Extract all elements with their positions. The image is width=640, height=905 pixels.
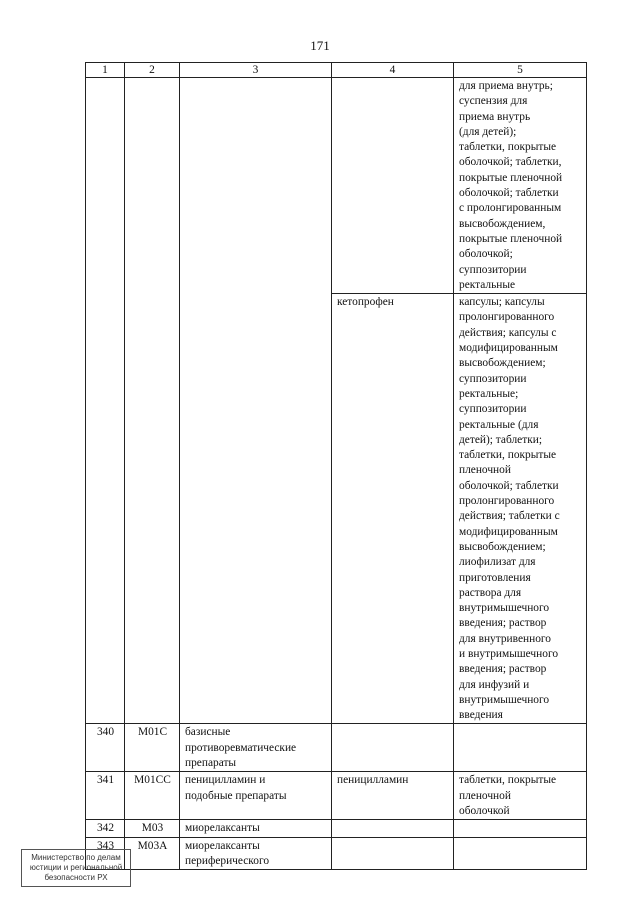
row-number: 340 bbox=[86, 724, 125, 772]
drug-name: кетопрофен bbox=[332, 294, 454, 724]
header-row bbox=[86, 63, 587, 78]
col-header-4: 4 bbox=[332, 63, 454, 78]
stamp-line: безопасности РХ bbox=[44, 873, 108, 882]
col-header-5: 5 bbox=[454, 63, 587, 78]
table-row bbox=[86, 78, 587, 294]
col-header-3: 3 bbox=[180, 63, 332, 78]
dosage-forms bbox=[454, 820, 587, 837]
group-name: миорелаксанты bbox=[180, 820, 332, 837]
row-number bbox=[86, 78, 125, 724]
col-header-1: 1 bbox=[86, 63, 125, 78]
drug-name bbox=[332, 837, 454, 870]
group-name bbox=[180, 78, 332, 724]
atc-code bbox=[125, 78, 180, 724]
row-number: 342 bbox=[86, 820, 125, 837]
drug-name: пеницилламин bbox=[332, 772, 454, 820]
table-row bbox=[86, 837, 587, 870]
stamp-line: Министерство по делам bbox=[31, 853, 121, 862]
dosage-forms: для приема внутрь; суспензия для приема внутрь (для детей); таблетки, покрытые оболочкой; таблетки, покрытые пленочной оболочкой; таблетки с пролонгированным высвобождением, покрытые пленочной оболочкой; суппозитории ректальные bbox=[454, 78, 587, 294]
atc-code: M03A bbox=[125, 837, 180, 870]
group-name: миорелаксанты периферического bbox=[180, 837, 332, 870]
drug-name bbox=[332, 820, 454, 837]
table-row bbox=[86, 820, 587, 837]
group-name: пеницилламин и подобные препараты bbox=[180, 772, 332, 820]
medication-table bbox=[85, 62, 587, 870]
table-row bbox=[86, 724, 587, 772]
atc-code: M01CC bbox=[125, 772, 180, 820]
group-name: базисные противоревматические препараты bbox=[180, 724, 332, 772]
stamp-line: юстиции и региональной bbox=[29, 863, 123, 872]
row-number: 343 bbox=[86, 837, 125, 870]
col-header-2: 2 bbox=[125, 63, 180, 78]
dosage-forms: капсулы; капсулы пролонгированного действия; капсулы с модифицированным высвобождением; суппозитории ректальные; суппозитории ректальные (для детей); таблетки; таблетки, покрытые пленочной оболочкой; таблетки пролонгированного действия; таблетки с модифицированным высвобождением; лиофилизат для приготовления раствора для внутримышечного введения; раствор для внутривенного и внутримышечного введения; раствор для инфузий и внутримышечного введения bbox=[454, 294, 587, 724]
page-number: 171 bbox=[310, 38, 330, 53]
dosage-forms: таблетки, покрытые пленочной оболочкой bbox=[454, 772, 587, 820]
atc-code: M01C bbox=[125, 724, 180, 772]
table-row bbox=[86, 772, 587, 820]
dosage-forms bbox=[454, 724, 587, 772]
atc-code: M03 bbox=[125, 820, 180, 837]
ministry-stamp bbox=[21, 849, 131, 887]
dosage-forms bbox=[454, 837, 587, 870]
drug-name bbox=[332, 724, 454, 772]
drug-name bbox=[332, 78, 454, 294]
row-number: 341 bbox=[86, 772, 125, 820]
